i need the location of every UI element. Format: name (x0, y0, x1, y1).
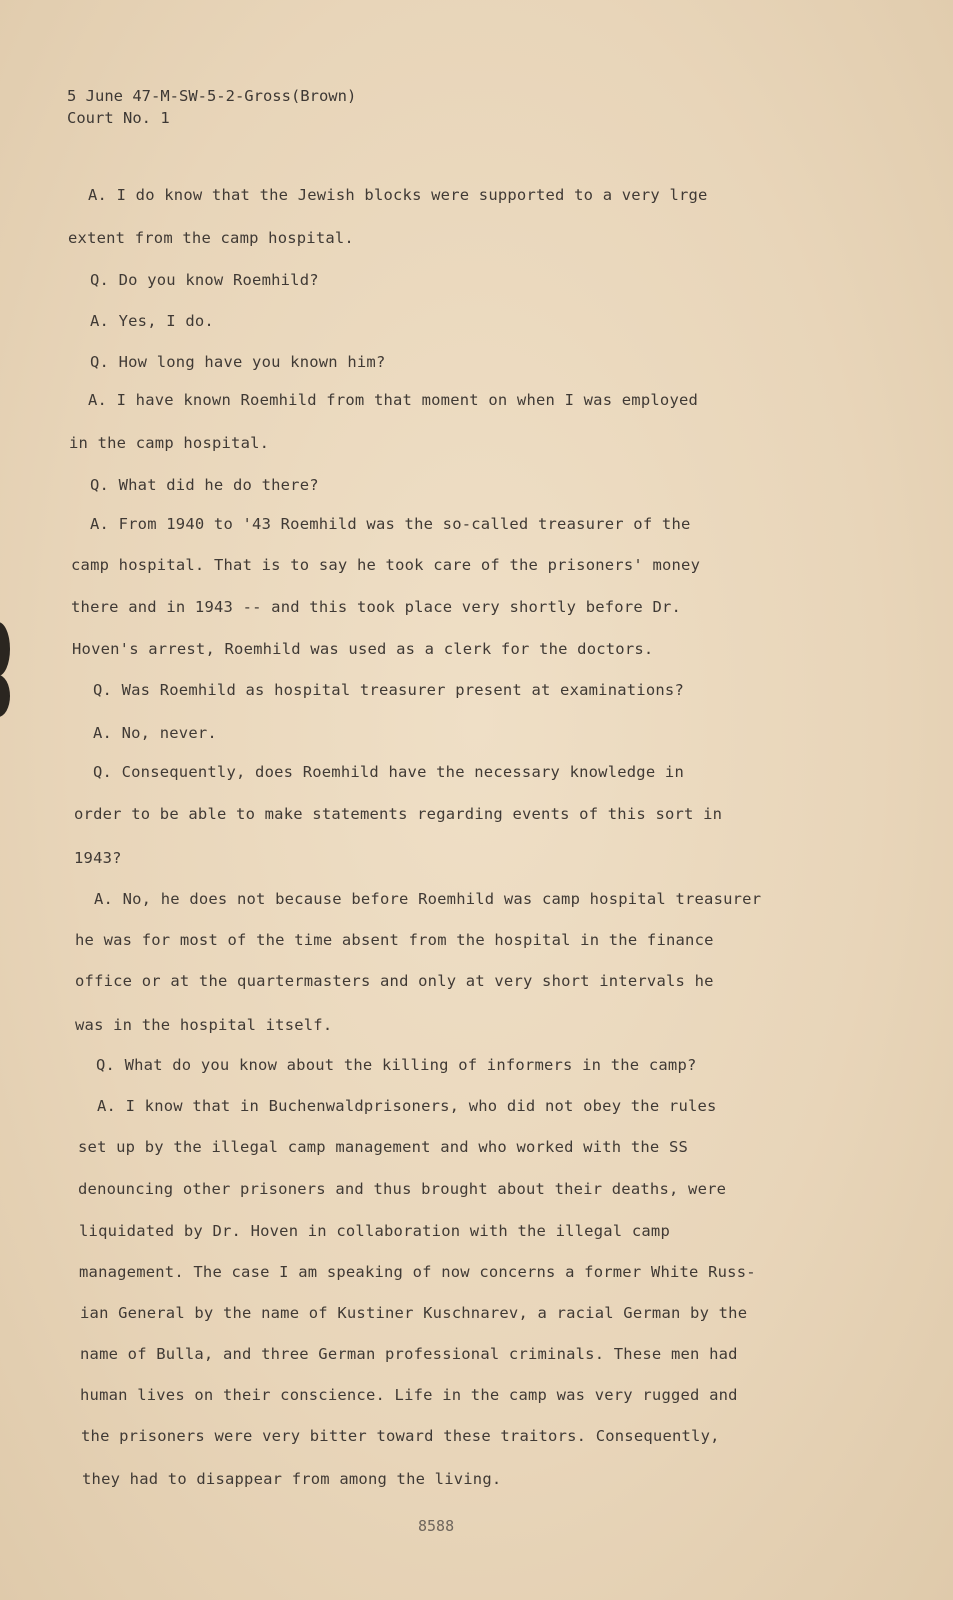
transcript-line: extent from the camp hospital. (68, 229, 354, 247)
transcript-line: there and in 1943 -- and this took place very shortly before Dr. (71, 598, 682, 616)
binding-hole (0, 675, 10, 717)
header-reference: 5 June 47-M-SW-5-2-Gross(Brown) (67, 87, 357, 105)
transcript-line: Q. Consequently, does Roemhild have the necessary knowledge in (93, 763, 684, 781)
transcript-line: management. The case I am speaking of now concerns a former White Russ- (79, 1263, 756, 1281)
transcript-line: name of Bulla, and three German professional criminals. These men had (80, 1345, 738, 1363)
transcript-line: A. I do know that the Jewish blocks were supported to a very lrge (88, 186, 708, 204)
transcript-line: office or at the quartermasters and only at very short intervals he (75, 972, 714, 990)
transcript-line: the prisoners were very bitter toward these traitors. Consequently, (81, 1427, 720, 1445)
transcript-line: A. I know that in Buchenwaldprisoners, who did not obey the rules (97, 1097, 717, 1115)
transcript-line: set up by the illegal camp management and who worked with the SS (78, 1138, 689, 1156)
transcript-line: in the camp hospital. (69, 434, 270, 452)
transcript-line: A. From 1940 to '43 Roemhild was the so-called treasurer of the (90, 515, 691, 533)
transcript-line: A. No, he does not because before Roemhild was camp hospital treasurer (94, 890, 762, 908)
transcript-line: Hoven's arrest, Roemhild was used as a clerk for the doctors. (72, 640, 654, 658)
transcript-line: order to be able to make statements regarding events of this sort in (74, 805, 723, 823)
transcript-line: A. I have known Roemhild from that moment on when I was employed (88, 391, 699, 409)
transcript-line: Q. Was Roemhild as hospital treasurer present at examinations? (93, 681, 684, 699)
transcript-line: was in the hospital itself. (75, 1016, 333, 1034)
court-number: Court No. 1 (67, 109, 170, 127)
transcript-line: denouncing other prisoners and thus brought about their deaths, were (78, 1180, 727, 1198)
transcript-line: Q. What do you know about the killing of informers in the camp? (96, 1056, 697, 1074)
transcript-line: A. Yes, I do. (90, 312, 214, 330)
transcript-line: human lives on their conscience. Life in the camp was very rugged and (80, 1386, 738, 1404)
transcript-line: A. No, never. (93, 724, 217, 742)
transcript-line: ian General by the name of Kustiner Kuschnarev, a racial German by the (80, 1304, 748, 1322)
transcript-line: he was for most of the time absent from the hospital in the finance (75, 931, 714, 949)
transcript-line: 1943? (74, 849, 122, 867)
transcript-line: they had to disappear from among the living. (82, 1470, 502, 1488)
document-header (67, 85, 356, 129)
transcript-line: camp hospital. That is to say he took care of the prisoners' money (71, 556, 701, 574)
transcript-line: Q. Do you know Roemhild? (90, 271, 319, 289)
page-number: 8588 (418, 1517, 455, 1535)
transcript-line: Q. How long have you known him? (90, 353, 386, 371)
transcript-line: liquidated by Dr. Hoven in collaboration with the illegal camp (79, 1222, 670, 1240)
transcript-line: Q. What did he do there? (90, 476, 319, 494)
binding-hole (0, 622, 10, 676)
